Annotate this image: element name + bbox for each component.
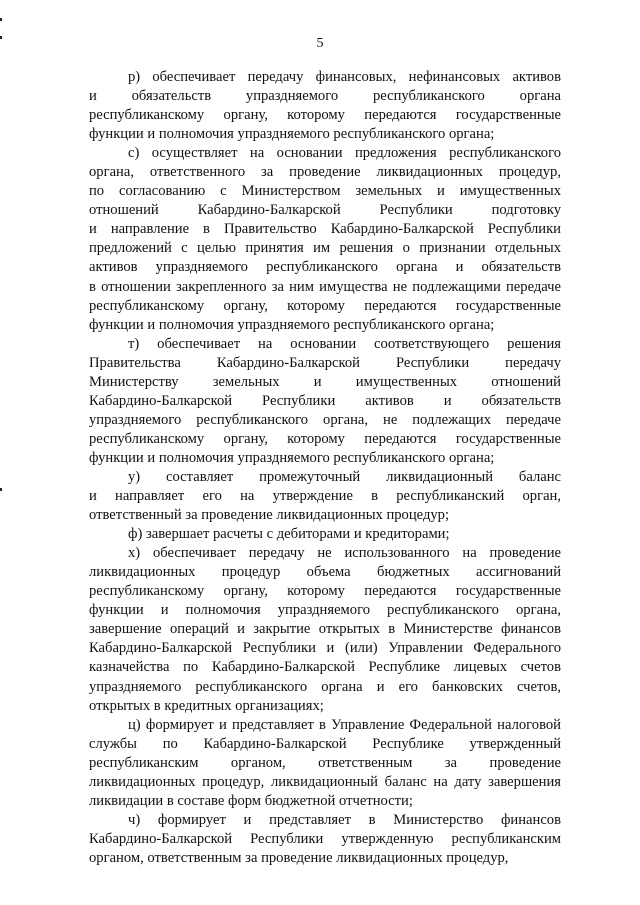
text-line: и направляет его на утверждение в республиканский орган, — [89, 488, 561, 505]
text-line: с) осуществляет на основании предложения республиканского — [128, 145, 561, 162]
text-line: функции и полномочия упраздняемого республиканского органа; — [89, 126, 495, 143]
text-line: ф) завершает расчеты с дебиторами и кредиторами; — [128, 526, 450, 543]
text-line: Кабардино-Балкарской Республики утвержденную республиканским — [89, 830, 561, 847]
scan-edge-mark — [0, 488, 2, 491]
text-line: упраздняемого республиканского органа, не подлежащих передаче — [89, 411, 561, 428]
text-line: завершение операций и закрытие открытых в Министерстве финансов — [89, 621, 561, 638]
paragraph-t — [89, 335, 561, 468]
paragraph-ch — [89, 811, 561, 868]
text-line: и обязательств упраздняемого республиканского органа — [89, 88, 561, 105]
text-line: т) обеспечивает на основании соответствующего решения — [128, 335, 561, 352]
text-line: р) обеспечивает передачу финансовых, нефинансовых активов — [128, 69, 561, 85]
text-line: функции и полномочия упраздняемого республиканского органа; — [89, 316, 495, 333]
text-line: ответственный за проведение ликвидационных процедур; — [89, 507, 450, 524]
paragraph-u — [89, 468, 561, 525]
text-line: республиканскому органу, которому передаются государственные — [89, 583, 561, 600]
text-line: и направление в Правительство Кабардино-Балкарской Республики — [89, 221, 561, 238]
text-line: ликвидационных процедур, ликвидационный баланс на дату завершения — [89, 773, 561, 790]
paragraph-ts — [89, 716, 561, 811]
scan-edge-mark — [0, 18, 2, 21]
text-line: органом, ответственным за проведение ликвидационных процедур, — [89, 849, 509, 866]
text-line: республиканскому органу, которому передаются государственные — [89, 107, 561, 124]
page-number: 5 — [316, 36, 324, 51]
text-line: у) составляет промежуточный ликвидационный баланс — [128, 468, 561, 485]
text-line: открытых в кредитных организациях; — [89, 697, 324, 714]
text-line: ц) формирует и представляет в Управление Федеральной налоговой — [128, 716, 561, 733]
text-line: Правительства Кабардино-Балкарской Республики передачу — [89, 354, 561, 371]
text-line: республиканскому органу, которому передаются государственные — [89, 430, 561, 447]
text-line: в отношении закрепленного за ним имущества не подлежащими передаче — [89, 278, 561, 295]
paragraph-r — [89, 68, 561, 144]
text-line: Министерству земельных и имущественных отношений — [89, 373, 561, 390]
text-line: службы по Кабардино-Балкарской Республике утвержденный — [89, 735, 561, 752]
text-line: предложений с целью принятия им решения о признании отдельных — [89, 240, 561, 257]
text-line: ликвидационных процедур объема бюджетных ассигнований — [89, 564, 561, 581]
text-line: упраздняемого республиканского органа и его банковских счетов, — [89, 678, 561, 695]
text-line: х) обеспечивает передачу не использованного на проведение — [128, 545, 561, 562]
text-line: активов упраздняемого республиканского органа и обязательств — [89, 259, 561, 276]
text-line: республиканским органом, ответственным за проведение — [89, 754, 561, 771]
text-line: Кабардино-Балкарской Республики и (или) Управлении Федерального — [89, 640, 561, 657]
paragraph-f — [89, 525, 561, 544]
text-line: ликвидации в составе форм бюджетной отчетности; — [89, 792, 413, 809]
text-line: функции и полномочия упраздняемого республиканского органа, — [89, 602, 561, 619]
text-line: Кабардино-Балкарской Республики активов и обязательств — [89, 392, 561, 409]
text-line: отношений Кабардино-Балкарской Республики подготовку — [89, 202, 561, 219]
text-line: органа, ответственного за проведение ликвидационных процедур, — [89, 164, 561, 181]
text-line: функции и полномочия упраздняемого республиканского органа; — [89, 449, 495, 466]
text-line: казначейства по Кабардино-Балкарской Республике лицевых счетов — [89, 659, 561, 676]
text-line: ч) формирует и представляет в Министерство финансов — [128, 811, 561, 828]
paragraph-s — [89, 144, 561, 334]
text-line: по согласованию с Министерством земельных и имущественных — [89, 183, 561, 200]
text-line: республиканскому органу, которому передаются государственные — [89, 297, 561, 314]
paragraph-kh — [89, 544, 561, 715]
document-body — [89, 68, 561, 868]
